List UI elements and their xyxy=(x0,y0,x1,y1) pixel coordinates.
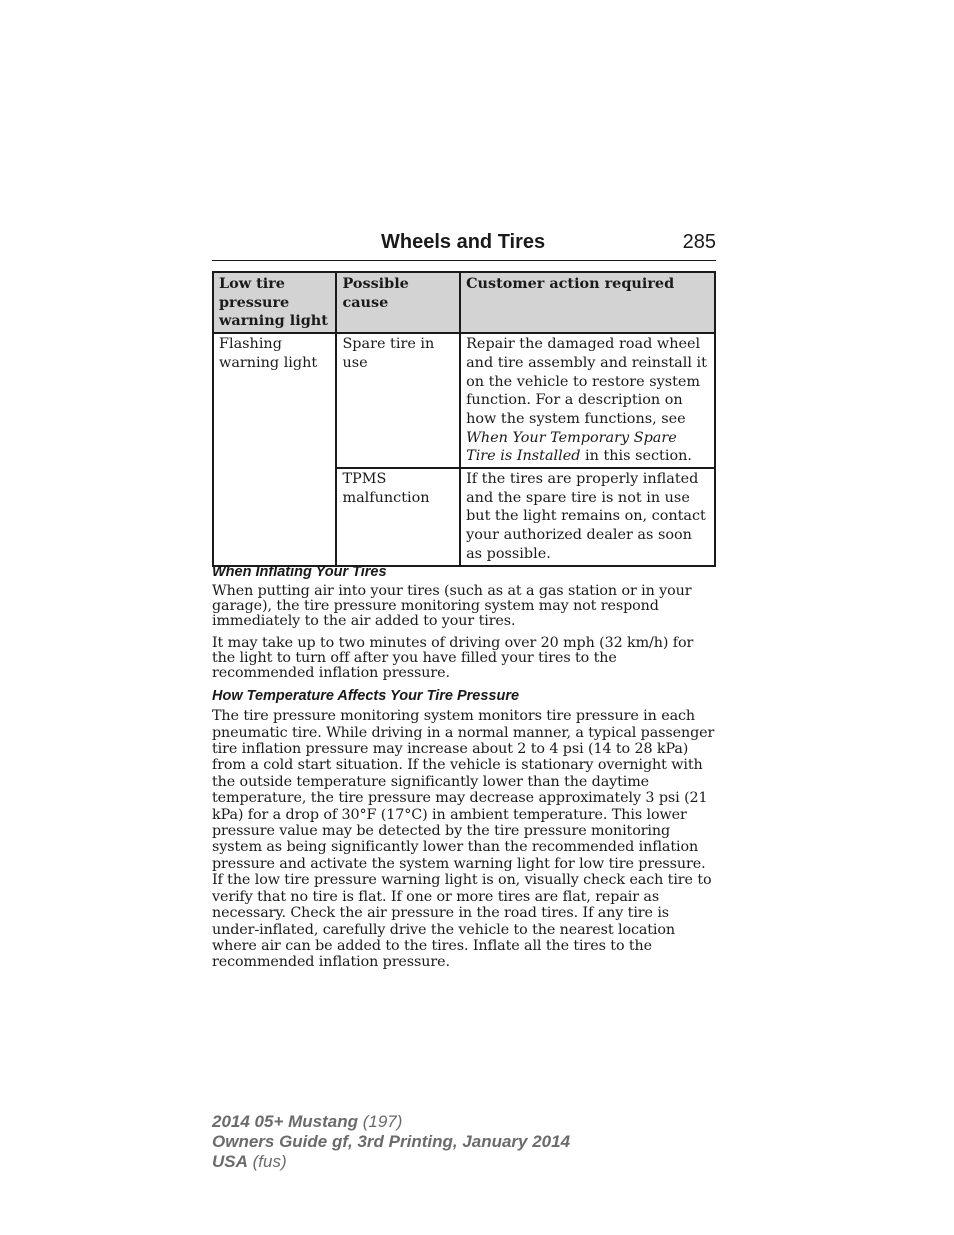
cell-warning-light: Flashing warning light xyxy=(213,333,336,565)
section-title: Wheels and Tires xyxy=(381,231,546,253)
footer-guide: Owners Guide gf, 3rd Printing, January 2014 xyxy=(212,1132,571,1151)
footer-model-code: (197) xyxy=(362,1112,403,1131)
column-header-cause: Possible cause xyxy=(336,272,460,333)
cell-cause: TPMS malfunction xyxy=(336,468,460,566)
page-header xyxy=(212,226,716,261)
footer-line-market xyxy=(212,1152,570,1172)
paragraph: When putting air into your tires (such as at a gas station or in your garage), the tire pressure monitoring system may not respond immediately to the air added to your tires. xyxy=(212,583,692,630)
body-content xyxy=(212,563,716,971)
column-header-action: Customer action required xyxy=(460,272,715,333)
table-row xyxy=(213,333,715,468)
footer-market: USA xyxy=(212,1152,248,1171)
footer-line-model xyxy=(212,1112,570,1132)
cell-cause: Spare tire in use xyxy=(336,333,460,468)
cell-action xyxy=(460,333,715,468)
footer-market-code: (fus) xyxy=(252,1152,287,1171)
subheading-inflating: When Inflating Your Tires xyxy=(212,564,387,580)
action-text-end: in this section. xyxy=(580,448,692,465)
footer-line-guide xyxy=(212,1132,570,1152)
cross-reference: When Your Temporary Spare Tire is Installed xyxy=(466,429,677,465)
tpms-warning-table xyxy=(212,271,716,567)
page-number: 285 xyxy=(682,231,716,253)
column-header-light: Low tire pressure warning light xyxy=(213,272,336,333)
action-text: Repair the damaged road wheel and tire assembly and reinstall it on the vehicle to restore system function. For a description on how the system functions, see xyxy=(466,336,707,427)
paragraph: It may take up to two minutes of driving over 20 mph (32 km/h) for the light to turn off after you have filled your tires to the recommended inflation pressure. xyxy=(212,634,694,682)
footer-model: 2014 05+ Mustang xyxy=(212,1112,358,1131)
table-header-row xyxy=(213,272,715,333)
page-footer xyxy=(212,1112,570,1172)
paragraph: The tire pressure monitoring system monitors tire pressure in each pneumatic tire. While driving in a normal manner, a typical passenger tire inflation pressure may increase about 2 to 4 psi (14 to 28 kPa) from a cold start situation. If the vehicle is stationary overnight with the outside temperature significantly lower than the daytime temperature, the tire pressure may decrease approximately 3 psi (21 kPa) for a drop of 30°F (17°C) in ambient temperature. This lower pressure value may be detected by the tire pressure monitoring system as being significantly lower than the recommended inflation pressure and activate the system warning light for low tire pressure. If the low tire pressure warning light is on, visually check each tire to verify that no tire is flat. If one or more tires are flat, repair as necessary. Check the air pressure in the road tires. If any tire is under-inflated, carefully drive the vehicle to the nearest location where air can be added to the tires. Inflate all the tires to the recommended inflation pressure. xyxy=(212,708,715,971)
subheading-temperature: How Temperature Affects Your Tire Pressure xyxy=(212,688,520,705)
cell-action: If the tires are properly inflated and the spare tire is not in use but the light remains on, contact your authorized dealer as soon as possible. xyxy=(460,468,715,566)
